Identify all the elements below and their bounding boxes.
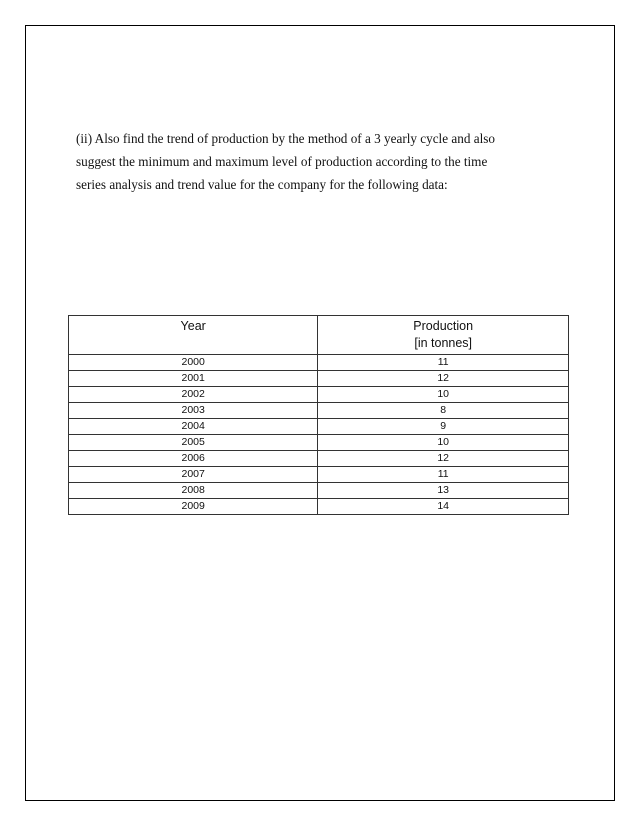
table-row [69,355,569,371]
question-line: (ii) Also find the trend of production by the method of a 3 yearly cycle and also [76,131,495,146]
table-row [69,435,569,451]
year-cell: 2003 [69,403,318,419]
year-cell: 2008 [69,483,318,499]
table-header-row [69,316,569,355]
year-cell: 2001 [69,371,318,387]
year-cell: 2005 [69,435,318,451]
production-cell: 10 [318,387,569,403]
table-row [69,403,569,419]
production-cell: 13 [318,483,569,499]
production-cell: 11 [318,467,569,483]
production-cell: 10 [318,435,569,451]
table-row [69,451,569,467]
production-cell: 12 [318,371,569,387]
table-row [69,419,569,435]
production-cell: 8 [318,403,569,419]
production-header-label: Production [413,319,474,333]
year-cell: 2006 [69,451,318,467]
year-column-header [69,316,318,355]
production-cell: 12 [318,451,569,467]
production-cell: 11 [318,355,569,371]
year-cell: 2004 [69,419,318,435]
table-row [69,483,569,499]
table-row [69,371,569,387]
year-cell: 2000 [69,355,318,371]
question-line: suggest the minimum and maximum level of production according to the time [76,154,488,169]
year-cell: 2009 [69,499,318,515]
production-column-header [318,316,569,355]
table-row [69,467,569,483]
year-cell: 2007 [69,467,318,483]
table-row [69,387,569,403]
year-header-label: Year [180,319,206,333]
question-line: series analysis and trend value for the company for the following data: [76,177,448,192]
question-text [76,127,576,196]
production-cell: 14 [318,499,569,515]
table-row [69,499,569,515]
production-cell: 9 [318,419,569,435]
year-cell: 2002 [69,387,318,403]
production-unit-label: [in tonnes] [414,336,473,350]
production-table [68,315,569,515]
